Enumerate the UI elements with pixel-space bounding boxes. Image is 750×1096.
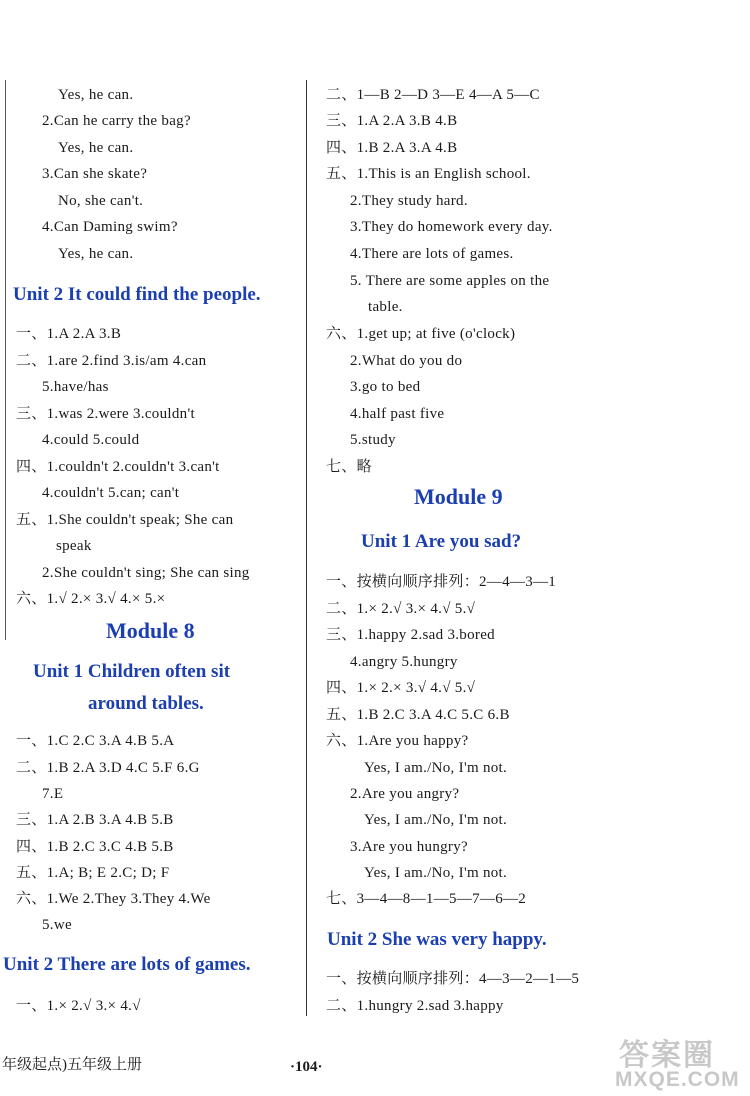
answer-line: 二、1.are 2.find 3.is/am 4.can: [16, 353, 207, 369]
answer-line: table.: [368, 299, 403, 315]
answer-line: 3.Can she skate?: [42, 166, 148, 182]
answer-line: Yes, I am./No, I'm not.: [364, 865, 508, 881]
answer-line: No, she can't.: [58, 193, 144, 209]
answer-line: 二、1—B 2—D 3—E 4—A 5—C: [326, 87, 540, 103]
answer-line: 2.She couldn't sing; She can sing: [42, 565, 250, 581]
answer-line: 3.go to bed: [350, 379, 421, 395]
answer-line: 五、1.B 2.C 3.A 4.C 5.C 6.B: [326, 707, 510, 723]
left-margin-line: [5, 80, 6, 640]
answer-line: 六、1.√ 2.× 3.√ 4.× 5.×: [16, 591, 166, 607]
unit-heading: Unit 1 Are you sad?: [361, 531, 522, 552]
answer-line: 五、1.A; B; E 2.C; D; F: [16, 865, 170, 881]
answer-line: 3.Are you hungry?: [350, 839, 468, 855]
unit-heading: Unit 2 It could find the people.: [13, 284, 261, 305]
answer-line: 一、1.× 2.√ 3.× 4.√: [16, 998, 141, 1014]
answer-line: 3.They do homework every day.: [350, 219, 553, 235]
unit-heading: Unit 2 She was very happy.: [327, 929, 547, 950]
module-heading: Module 9: [414, 484, 503, 509]
page-number: ·104·: [290, 1059, 323, 1075]
answer-line: 2.What do you do: [350, 353, 463, 369]
answer-line: 五、1.This is an English school.: [326, 166, 531, 182]
answer-line: 4.could 5.could: [42, 432, 140, 448]
watermark-url: MXQE.COM: [615, 1068, 740, 1091]
footer-grade-label: 年级起点)五年级上册: [2, 1057, 142, 1073]
answer-line: 六、1.Are you happy?: [326, 733, 469, 749]
answer-line: 4.couldn't 5.can; can't: [42, 485, 180, 501]
unit-heading: Unit 2 There are lots of games.: [3, 954, 251, 975]
answer-line: 三、1.happy 2.sad 3.bored: [326, 627, 495, 643]
answer-line: Yes, I am./No, I'm not.: [364, 812, 508, 828]
answer-line: 2.Can he carry the bag?: [42, 113, 191, 129]
answer-line: 二、1.× 2.√ 3.× 4.√ 5.√: [326, 601, 476, 617]
answer-line: 一、1.C 2.C 3.A 4.B 5.A: [16, 733, 175, 749]
answer-line: 5.we: [42, 917, 72, 933]
answer-line: 一、1.A 2.A 3.B: [16, 326, 122, 342]
answer-line: 七、3—4—8—1—5—7—6—2: [326, 891, 527, 907]
answer-line: 七、略: [326, 459, 372, 475]
answer-line: 2.They study hard.: [350, 193, 468, 209]
answer-line: 三、1.A 2.B 3.A 4.B 5.B: [16, 812, 174, 828]
answer-line: 六、1.get up; at five (o'clock): [326, 326, 516, 342]
module-heading: Module 8: [106, 618, 195, 643]
answer-line: 5.study: [350, 432, 396, 448]
answer-line: 4.Can Daming swim?: [42, 219, 178, 235]
watermark-logo: [615, 1030, 745, 1094]
answer-line: 三、1.was 2.were 3.couldn't: [16, 406, 195, 422]
answer-line: 六、1.We 2.They 3.They 4.We: [16, 891, 211, 907]
answer-line: Yes, he can.: [58, 87, 134, 103]
answer-line: 二、1.B 2.A 3.D 4.C 5.F 6.G: [16, 760, 200, 776]
answer-line: 四、1.B 2.C 3.C 4.B 5.B: [16, 839, 174, 855]
answer-line: 五、1.She couldn't speak; She can: [16, 512, 234, 528]
answer-line: 一、按横向顺序排列：2—4—3—1: [326, 574, 557, 590]
answer-line: 四、1.× 2.× 3.√ 4.√ 5.√: [326, 680, 476, 696]
answer-line: 5. There are some apples on the: [350, 273, 550, 289]
answer-line: 4.There are lots of games.: [350, 246, 514, 262]
answer-line: Yes, he can.: [58, 140, 134, 156]
answer-line: 4.angry 5.hungry: [350, 654, 458, 670]
watermark-logo-text: 答案圈: [619, 1039, 715, 1072]
answer-line: 7.E: [42, 786, 64, 802]
answer-line: 一、按横向顺序排列：4—3—2—1—5: [326, 971, 580, 987]
answer-line: Yes, he can.: [58, 246, 134, 262]
answer-line: 2.Are you angry?: [350, 786, 460, 802]
answer-line: 四、1.B 2.A 3.A 4.B: [326, 140, 458, 156]
answer-line: 二、1.hungry 2.sad 3.happy: [326, 998, 504, 1014]
column-divider: [306, 80, 307, 1016]
unit-heading: around tables.: [88, 693, 204, 714]
answer-line: 三、1.A 2.A 3.B 4.B: [326, 113, 458, 129]
answer-line: Yes, I am./No, I'm not.: [364, 760, 508, 776]
answer-line: 4.half past five: [350, 406, 445, 422]
answer-line: 5.have/has: [42, 379, 109, 395]
answer-line: 四、1.couldn't 2.couldn't 3.can't: [16, 459, 220, 475]
answer-line: speak: [56, 538, 92, 554]
unit-heading: Unit 1 Children often sit: [33, 661, 231, 682]
